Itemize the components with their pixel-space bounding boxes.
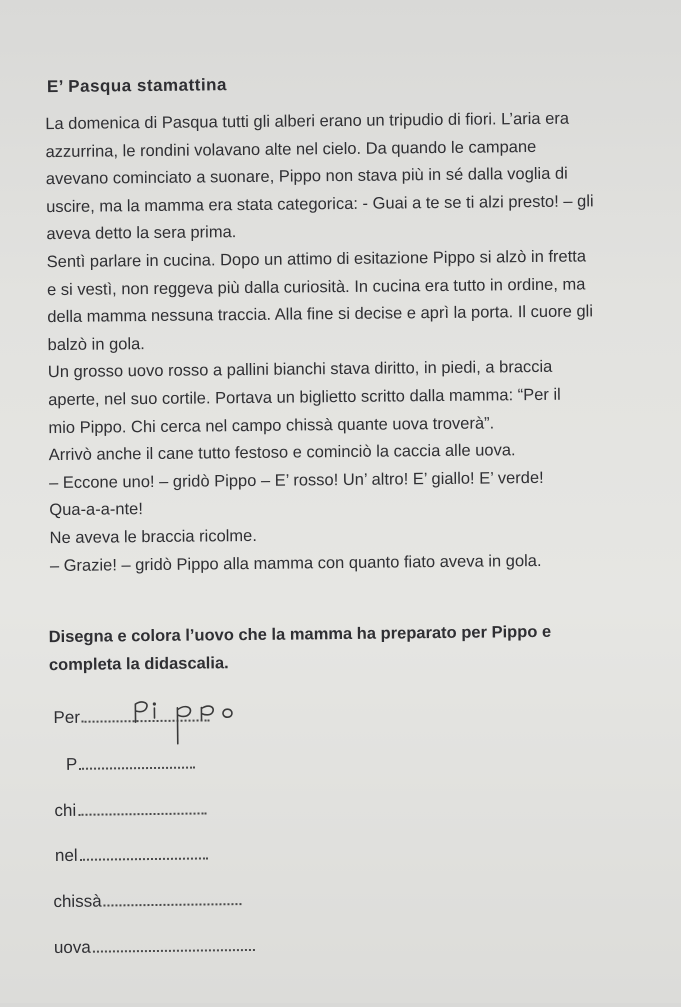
story-line: della mamma nessuna traccia. Alla fine si decise e aprì la porta. Il cuore gli [47,302,594,327]
caption-word: P [65,754,78,774]
caption-word: nel [54,845,78,866]
caption-line-uova[interactable] [54,935,255,958]
story-line: mio Pippo. Chi cerca nel campo chissà quante uova troverà”. [48,413,495,437]
story-line: azzurrina, le rondini volavano alte nel cielo. Da quando le campane [45,137,537,161]
story-line: – Eccone uno! – gridò Pippo – E’ rosso! Un’ altro! E’ giallo! E’ verde! [48,468,544,492]
story-line: uscire, ma la mamma era stata categorica: - Guai a te se ti alzi presto! – gli [46,192,594,216]
caption-line-p[interactable] [66,753,196,775]
task-instructions [49,617,660,679]
story-line: La domenica di Pasqua tutti gli alberi erano un tripudio di fiori. L’aria era [45,109,570,134]
story-line: Qua-a-a-nte! [49,500,143,520]
caption-blank[interactable] [78,798,206,815]
story-line: Sentì parlare in cucina. Dopo un attimo di esitazione Pippo si alzò in fretta [46,247,587,272]
story-line: avevano cominciato a suonare, Pippo non stava più in sé dalla voglia di [45,164,568,189]
story-line: Un grosso uovo rosso a pallini bianchi stava diritto, in piedi, a braccia [47,358,553,382]
caption-word: uova [53,937,91,958]
page-title: E’ Pasqua stamattina [46,75,228,97]
caption-word: Per [53,707,81,728]
caption-blank[interactable] [93,935,255,953]
story-line: aperte, nel suo cortile. Portava un biglietto scritto dalla mamma: “Per il [48,385,561,410]
story-line: Arrivò anche il cane tutto festoso e cominciò la caccia alle uova. [48,441,516,465]
caption-blank[interactable] [80,843,208,860]
story-line: Ne aveva le braccia ricolme. [49,526,257,547]
story-text [45,105,656,580]
caption-line-nel[interactable] [55,843,208,866]
caption-line-chissa[interactable] [53,889,241,912]
handwritten-answer-pippo [131,695,262,756]
story-line: aveva detto la sera prima. [46,223,237,244]
caption-word: chi [54,800,77,821]
story-line: balzò in gola. [47,334,145,354]
task-line: Disegna e colora l’uovo che la mamma ha preparato per Pippo e [48,622,552,647]
task-line: completa la didascalia. [48,654,229,675]
caption-word: chissà [53,891,102,912]
caption-blank[interactable] [103,889,241,906]
caption-line-chi[interactable] [54,798,206,821]
story-line: e si vestì, non reggeva più dalla curiosità. In cucina era tutto in ordine, ma [46,275,586,299]
story-line: – Grazie! – gridò Pippo alla mamma con quanto fiato aveva in gola. [49,551,542,575]
